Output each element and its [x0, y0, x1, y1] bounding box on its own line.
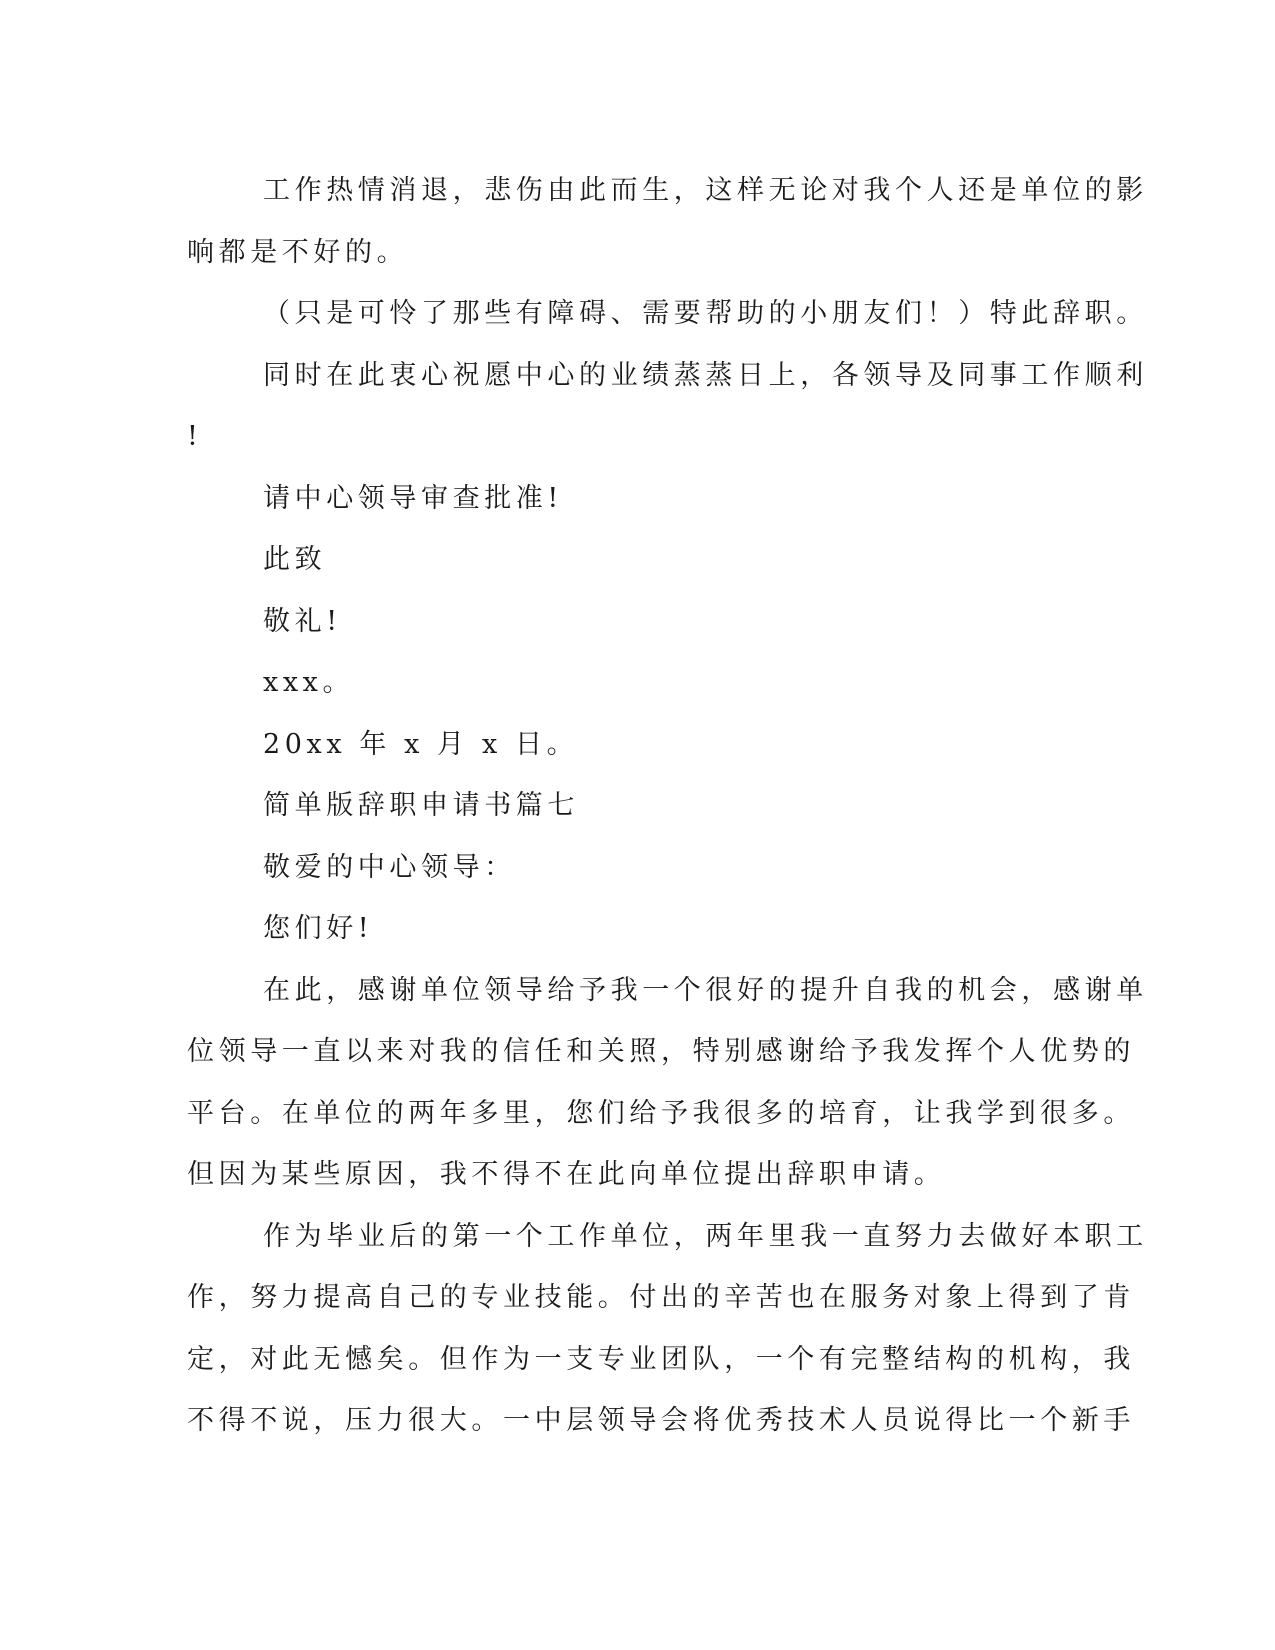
text-line: （只是可怜了那些有障碍、需要帮助的小朋友们！）特此辞职。: [263, 298, 1148, 329]
paragraph: [187, 283, 1148, 345]
text-line: xxx。: [263, 667, 355, 698]
text-line: 同时在此衷心祝愿中心的业绩蒸蒸日上，各领导及同事工作顺利: [263, 359, 1148, 391]
paragraph: [187, 775, 1077, 837]
text-line: 20xx 年 x 月 x 日。: [263, 728, 579, 760]
text-line: 敬爱的中心领导：: [263, 851, 516, 883]
paragraph: [187, 960, 1148, 1206]
text-line: 在此，感谢单位领导给予我一个很好的提升自我的机会，感谢单: [263, 974, 1148, 1006]
document-body: [187, 160, 1148, 1452]
text-line: 位领导一直以来对我的信任和关照，特别感谢给予我发挥个人优势的: [187, 1036, 1135, 1067]
text-line: 平台。在单位的两年多里，您们给予我很多的培育，让我学到很多。: [187, 1097, 1135, 1129]
text-line: !: [187, 421, 203, 452]
paragraph: [187, 1206, 1148, 1452]
text-line: 敬礼!: [263, 605, 342, 637]
text-line: 作，努力提高自己的专业技能。付出的辛苦也在服务对象上得到了肯: [187, 1282, 1135, 1313]
paragraph: [187, 345, 1148, 468]
text-line: 作为毕业后的第一个工作单位，两年里我一直努力去做好本职工: [263, 1220, 1148, 1252]
paragraph: [187, 591, 1077, 653]
text-line: 但因为某些原因，我不得不在此向单位提出辞职申请。: [187, 1159, 946, 1190]
paragraph: [187, 652, 1077, 714]
text-line: 工作热情消退，悲伤由此而生，这样无论对我个人还是单位的影: [263, 175, 1148, 206]
paragraph: [187, 529, 1077, 591]
paragraph: [187, 160, 1148, 283]
paragraph: [187, 468, 1077, 530]
text-line: 此致: [263, 544, 327, 575]
text-line: 简单版辞职申请书篇七: [263, 790, 579, 821]
text-line: 定，对此无憾矣。但作为一支专业团队，一个有完整结构的机构，我: [187, 1343, 1135, 1375]
text-line: 不得不说，压力很大。一中层领导会将优秀技术人员说得比一个新手: [187, 1405, 1135, 1436]
paragraph: [187, 714, 1077, 776]
paragraph: [187, 898, 1077, 960]
paragraph: [187, 837, 1077, 899]
text-line: 您们好!: [263, 913, 374, 944]
text-line: 请中心领导审查批准!: [263, 482, 563, 514]
text-line: 响都是不好的。: [187, 236, 409, 268]
